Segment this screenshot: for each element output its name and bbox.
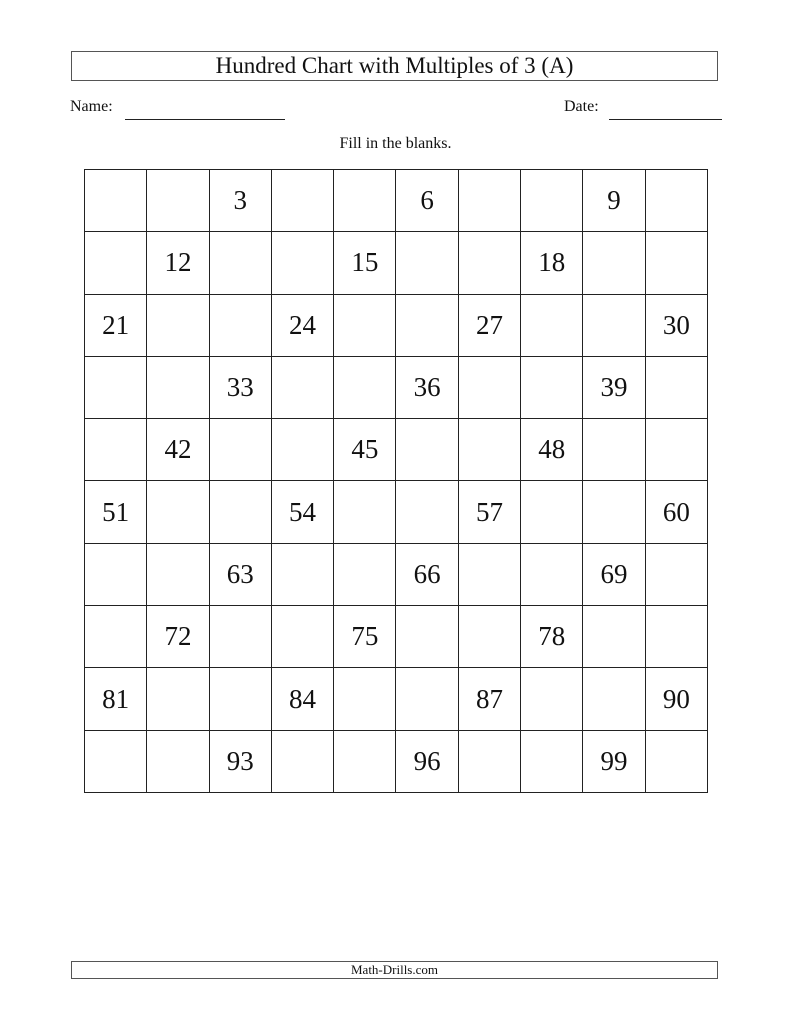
blank-cell[interactable] [272,731,334,793]
blank-cell[interactable] [272,357,334,419]
blank-cell[interactable] [147,731,209,793]
blank-cell[interactable] [334,357,396,419]
number-cell: 42 [147,419,209,481]
blank-cell[interactable] [583,232,645,294]
blank-cell[interactable] [147,668,209,730]
number-cell: 48 [521,419,583,481]
blank-cell[interactable] [210,295,272,357]
blank-cell[interactable] [272,419,334,481]
blank-cell[interactable] [646,419,708,481]
footer-credit: Math-Drills.com [71,961,718,979]
number-cell: 78 [521,606,583,668]
number-cell: 60 [646,481,708,543]
date-field[interactable] [609,119,722,120]
blank-cell[interactable] [521,357,583,419]
blank-cell[interactable] [210,419,272,481]
blank-cell[interactable] [147,357,209,419]
number-cell: 96 [396,731,458,793]
number-cell: 66 [396,544,458,606]
blank-cell[interactable] [147,481,209,543]
number-cell: 3 [210,170,272,232]
blank-cell[interactable] [85,357,147,419]
blank-cell[interactable] [210,232,272,294]
blank-cell[interactable] [272,544,334,606]
number-cell: 90 [646,668,708,730]
blank-cell[interactable] [85,232,147,294]
blank-cell[interactable] [583,668,645,730]
blank-cell[interactable] [210,481,272,543]
blank-cell[interactable] [646,232,708,294]
blank-cell[interactable] [210,668,272,730]
date-label: Date: [564,98,599,115]
blank-cell[interactable] [396,295,458,357]
number-cell: 75 [334,606,396,668]
name-field[interactable] [125,119,285,120]
hundred-chart-grid [84,169,708,793]
blank-cell[interactable] [334,170,396,232]
number-cell: 99 [583,731,645,793]
blank-cell[interactable] [459,357,521,419]
blank-cell[interactable] [459,419,521,481]
blank-cell[interactable] [459,170,521,232]
blank-cell[interactable] [583,419,645,481]
blank-cell[interactable] [396,606,458,668]
instructions: Fill in the blanks. [339,135,452,152]
number-cell: 39 [583,357,645,419]
blank-cell[interactable] [396,232,458,294]
number-cell: 69 [583,544,645,606]
blank-cell[interactable] [396,419,458,481]
blank-cell[interactable] [334,544,396,606]
number-cell: 63 [210,544,272,606]
blank-cell[interactable] [85,419,147,481]
blank-cell[interactable] [646,606,708,668]
blank-cell[interactable] [396,668,458,730]
number-cell: 6 [396,170,458,232]
blank-cell[interactable] [85,544,147,606]
blank-cell[interactable] [521,544,583,606]
number-cell: 12 [147,232,209,294]
blank-cell[interactable] [147,544,209,606]
number-cell: 45 [334,419,396,481]
blank-cell[interactable] [459,606,521,668]
blank-cell[interactable] [147,295,209,357]
blank-cell[interactable] [521,481,583,543]
blank-cell[interactable] [646,731,708,793]
number-cell: 9 [583,170,645,232]
number-cell: 30 [646,295,708,357]
number-cell: 54 [272,481,334,543]
blank-cell[interactable] [334,668,396,730]
blank-cell[interactable] [459,731,521,793]
blank-cell[interactable] [334,481,396,543]
number-cell: 36 [396,357,458,419]
blank-cell[interactable] [85,606,147,668]
blank-cell[interactable] [272,170,334,232]
worksheet-title: Hundred Chart with Multiples of 3 (A) [71,51,718,81]
blank-cell[interactable] [85,170,147,232]
blank-cell[interactable] [396,481,458,543]
blank-cell[interactable] [583,606,645,668]
blank-cell[interactable] [521,295,583,357]
blank-cell[interactable] [147,170,209,232]
number-cell: 51 [85,481,147,543]
number-cell: 72 [147,606,209,668]
blank-cell[interactable] [646,357,708,419]
blank-cell[interactable] [459,232,521,294]
blank-cell[interactable] [210,606,272,668]
blank-cell[interactable] [272,232,334,294]
blank-cell[interactable] [646,544,708,606]
number-cell: 84 [272,668,334,730]
number-cell: 93 [210,731,272,793]
blank-cell[interactable] [583,295,645,357]
number-cell: 33 [210,357,272,419]
number-cell: 15 [334,232,396,294]
number-cell: 87 [459,668,521,730]
number-cell: 27 [459,295,521,357]
number-cell: 18 [521,232,583,294]
blank-cell[interactable] [521,170,583,232]
name-label: Name: [70,98,113,115]
blank-cell[interactable] [272,606,334,668]
number-cell: 24 [272,295,334,357]
blank-cell[interactable] [521,668,583,730]
blank-cell[interactable] [583,481,645,543]
blank-cell[interactable] [521,731,583,793]
blank-cell[interactable] [459,544,521,606]
blank-cell[interactable] [334,731,396,793]
blank-cell[interactable] [646,170,708,232]
number-cell: 21 [85,295,147,357]
number-cell: 57 [459,481,521,543]
blank-cell[interactable] [85,731,147,793]
blank-cell[interactable] [334,295,396,357]
number-cell: 81 [85,668,147,730]
